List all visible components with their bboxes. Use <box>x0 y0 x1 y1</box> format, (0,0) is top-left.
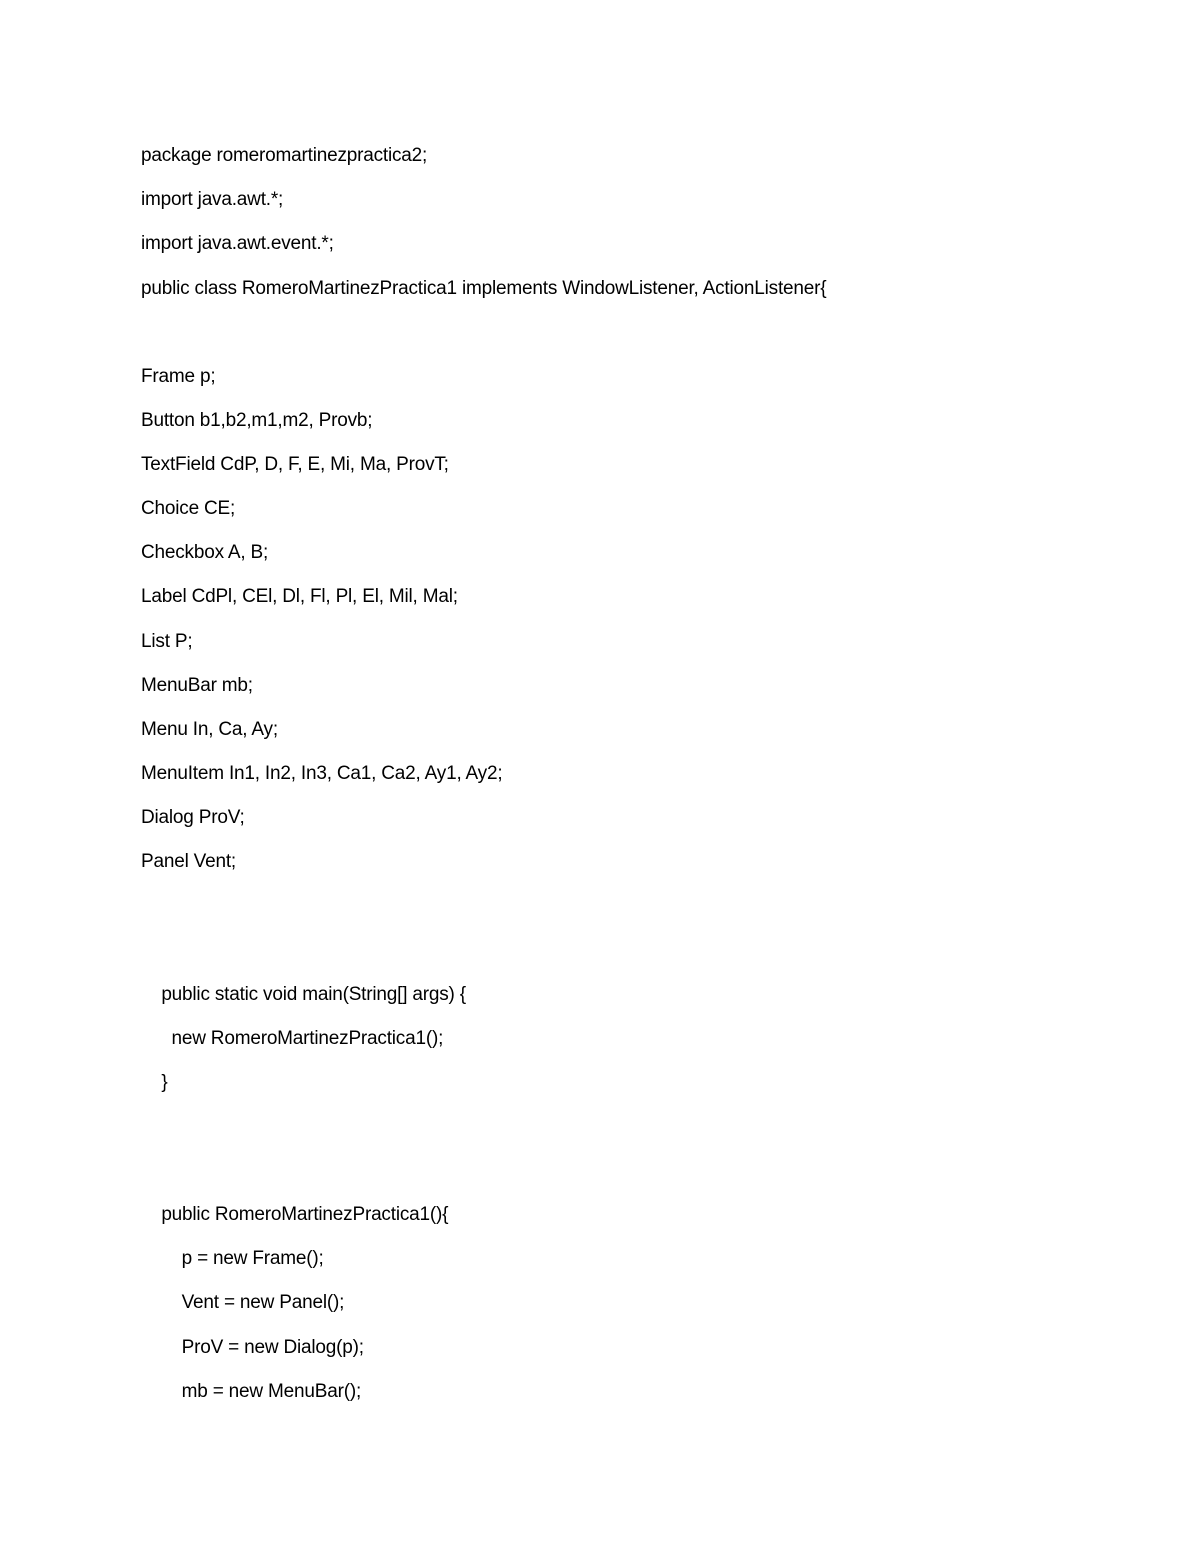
code-line-import-awt-event: import java.awt.event.*; <box>141 233 334 254</box>
code-line-import-awt: import java.awt.*; <box>141 189 284 210</box>
code-line-constructor-signature: public RomeroMartinezPractica1(){ <box>141 1204 449 1225</box>
code-line-label: Label CdPl, CEl, Dl, Fl, Pl, El, Mil, Mal; <box>141 586 458 607</box>
code-line-list: List P; <box>141 631 193 652</box>
code-line-new-menubar: mb = new MenuBar(); <box>141 1381 362 1402</box>
code-line-package: package romeromartinezpractica2; <box>141 145 428 166</box>
code-line-main-signature: public static void main(String[] args) { <box>141 984 466 1005</box>
code-line-menuitem: MenuItem In1, In2, In3, Ca1, Ca2, Ay1, Ay2; <box>141 763 503 784</box>
code-line-textfield: TextField CdP, D, F, E, Mi, Ma, ProvT; <box>141 454 449 475</box>
code-line-dialog: Dialog ProV; <box>141 807 245 828</box>
code-line-new-panel: Vent = new Panel(); <box>141 1292 345 1313</box>
code-line-menu: Menu In, Ca, Ay; <box>141 719 278 740</box>
code-line-choice: Choice CE; <box>141 498 236 519</box>
code-line-frame: Frame p; <box>141 366 216 387</box>
code-line-checkbox: Checkbox A, B; <box>141 542 269 563</box>
code-line-main-close: } <box>141 1072 168 1093</box>
code-line-button: Button b1,b2,m1,m2, Provb; <box>141 410 373 431</box>
code-line-new-dialog: ProV = new Dialog(p); <box>141 1337 364 1358</box>
code-line-panel: Panel Vent; <box>141 851 236 872</box>
code-line-new-frame: p = new Frame(); <box>141 1248 324 1269</box>
code-line-menubar: MenuBar mb; <box>141 675 253 696</box>
code-line-main-body: new RomeroMartinezPractica1(); <box>141 1028 444 1049</box>
code-line-class-declaration: public class RomeroMartinezPractica1 implements WindowListener, ActionListener{ <box>141 278 827 299</box>
